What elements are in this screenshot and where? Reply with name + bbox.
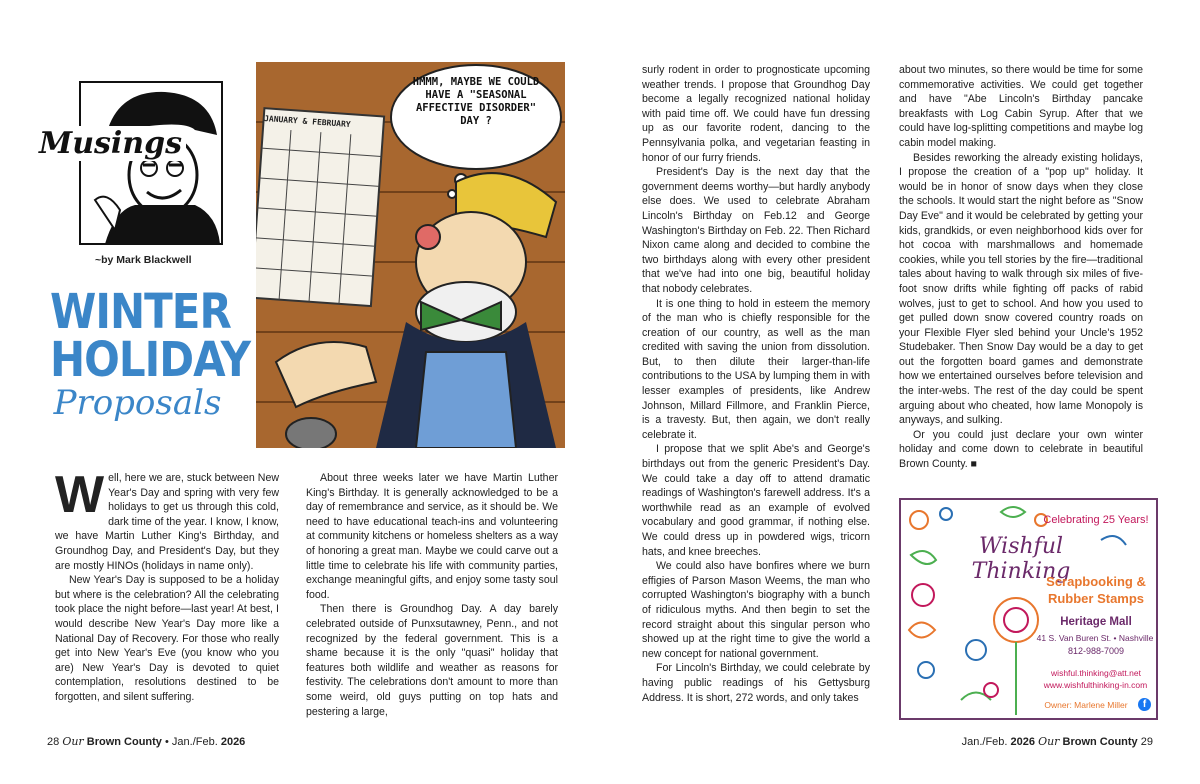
title-line-winter: WINTER	[50, 283, 231, 340]
article-column-3	[642, 63, 870, 705]
title-line-proposals: Proposals	[53, 383, 222, 423]
footer-separator: •	[164, 736, 169, 748]
ad-website[interactable]: www.wishfulthinking-in.com	[1043, 680, 1148, 690]
paragraph: Then there is Groundhog Day. A day barely celebrated outside of Punxsutawney, Penn., and not recognized by the federal government. This is a shame because it is the only "quasi" holiday that features both wildlife and weather as reasons for festivity. The celebrations don't amount to more than some weird, old guys putting on top hats and pestering a large,	[306, 603, 558, 718]
ad-business-name: Wishful Thinking	[971, 534, 1071, 584]
ad-line-scrapbooking: Scrapbooking &	[1046, 574, 1146, 589]
cartoon-illustration	[256, 62, 565, 448]
footer-our: Our	[1038, 735, 1060, 748]
paragraph: New Year's Day is supposed to be a holiday but where is the celebration? All the celebrating took place the night before—last year! At best, I would describe New Year's Day more like a National Day of Recovery. For those who really get into New Year's Eve (you know who you are) New Year's Day is devoted to quiet contemplation, resolutions destined to be forgotten, and silent suffering.	[55, 574, 279, 703]
byline: ~by Mark Blackwell	[95, 254, 192, 266]
footer-left	[47, 735, 245, 748]
paragraph: Besides reworking the already existing holidays, I propose the creation of a "pop up" holiday. It would be in honor of snow days when they close the schools. It would start the night before as "Snow Day Eve" and it would be celebrated by getting your kids, grandkids, or even neighborhood kids over for hot cocoa with marshmallows and homemade cookies, while you tell stories by the fire—traditional tales about having to walk through six miles of five-foot snow drifts while fighting off packs of rabid wolves, just to get to school. And how you used to get pulled down snow covered country roads on your Flexible Flyer sled behind your Uncle's 1952 Studebaker. Then Snow Day would be a day to get out the forgotten board games and demonstrate how we entertained ourselves before television and the inter-webs. The rest of the day could be spent arguing about who cheated, how lame Monopoly is anyways, and sulking.	[899, 151, 1143, 427]
ad-address: 41 S. Van Buren St. • Nashville	[1036, 633, 1154, 643]
columnist-portrait-illustration	[35, 80, 225, 250]
article-column-1	[55, 466, 279, 705]
paragraph: About three weeks later we have Martin Luther King's Birthday. It is generally acknowledged to be a day of remembrance and service, as it should be. We need to have educational teach-ins and volunteering at community kitchens or homeless shelters as a way of honoring a great man. Maybe we could carve out a little time to celebrate his life with community parties, exchange meaningful gifts, and enjoy some tasty soul food.	[306, 472, 558, 601]
footer-our: Our	[62, 735, 84, 748]
footer-county: Brown County	[86, 736, 162, 748]
paragraph: ell, here we are, stuck between New Year's Day and spring with very few holidays to get us through this cold, dark time of the year. I know, I know, we have Martin Luther King's Birthday, and Groundhog Day, and President's Day, but they are mostly HINOs (holidays in name only).	[55, 472, 279, 572]
facebook-icon[interactable]: f	[1138, 698, 1151, 711]
footer-date: Jan./Feb.	[171, 736, 218, 748]
paragraph: For Lincoln's Birthday, we could celebrate by having public readings of his Gettysburg Address. It is short, 272 words, and only takes	[642, 662, 870, 704]
footer-right	[962, 735, 1153, 748]
paragraph: about two minutes, so there would be time for some commemorative activities. We could get together and have "Abe Lincoln's Birthday pancake breakfasts with Log Cabin Syrup. After that we could have log-splitting competitions and maybe log cabin model making.	[899, 64, 1143, 149]
ad-celebrating: Celebrating 25 Years!	[1043, 514, 1149, 526]
paragraph: It is one thing to hold in esteem the memory of the man who is chiefly responsible for the creation of our country, as well as the man credited with saving the union from dissolution. But, to then dilute their larger-than-life contributions to the USA by lumping them in with lesser examples of presidents, like Andrew Johnson, Millard Fillmore, and Franklin Pierce, is a travesty. But, then again, we don't really celebrate it.	[642, 297, 870, 441]
footer-date: Jan./Feb.	[961, 736, 1008, 748]
paragraph: surly rodent in order to prognosticate upcoming weather trends. I propose that Groundhog Day become a legally recognized national holiday with paid time off. We could have fun dressing up as our favorite rodent, dancing to the Pennsylvania polka, and vegetarian feasting in honor of our furry friends.	[642, 64, 870, 164]
paragraph: President's Day is the next day that the government deems worthy—but hardly anybody else does. We used to celebrate Abraham Lincoln's Birthday on Feb.12 and George Washington's Birthday on Feb. 22. Then Richard Nixon came along and decided to combine the two birthdays along with every other president that we've had into one big, beautiful holiday that nobody celebrates.	[642, 166, 870, 295]
footer-year: 2026	[220, 736, 246, 748]
wishful-thinking-ad[interactable]	[899, 498, 1158, 720]
ad-email[interactable]: wishful.thinking@att.net	[1051, 668, 1141, 678]
article-column-4	[899, 63, 1143, 472]
ad-phone: 812-988-7009	[1067, 646, 1125, 656]
footer-year: 2026	[1010, 736, 1036, 748]
footer-county: Brown County	[1062, 736, 1138, 748]
paragraph: I propose that we split Abe's and George's birthdays out from the generic President's Day. We could take a day off to attend dramatic readings of Washington's farewell address. It's a worthwhile read as an example of evolved vocabulary and good grammar, if nothing else. We could dress up in powdered wigs, tricorn hats, and knee breeches.	[642, 443, 870, 558]
ad-mall: Heritage Mall	[1060, 616, 1132, 628]
musings-script: Musings	[35, 126, 186, 161]
page-number-left: 28	[47, 736, 60, 748]
paragraph: We could also have bonfires where we burn effigies of Parson Mason Weems, the man who corrupted Washington's biography with a bunch of ridiculous myths. And then begin to set the record straight about this singular person who showed up at the right time to give the world a new concept for national government.	[642, 560, 870, 660]
musings-logo	[35, 80, 225, 250]
drop-cap: W	[55, 466, 105, 524]
ad-owner: Owner: Marlene Miller	[1044, 700, 1128, 710]
article-column-2	[306, 471, 558, 719]
ad-line-rubber-stamps: Rubber Stamps	[1047, 591, 1145, 606]
paragraph: Or you could just declare your own winter holiday and come down to celebrate in beautiful Brown County. ■	[899, 428, 1143, 471]
title-line-holiday: HOLIDAY	[50, 331, 251, 388]
page-number-right: 29	[1140, 736, 1153, 748]
cartoon-calendar-label: JANUARY & FEBRUARY	[263, 113, 351, 130]
cartoon-thought-text: HMMM, MAYBE WE COULD HAVE A "SEASONAL AFFECTIVE DISORDER" DAY ?	[412, 76, 540, 127]
